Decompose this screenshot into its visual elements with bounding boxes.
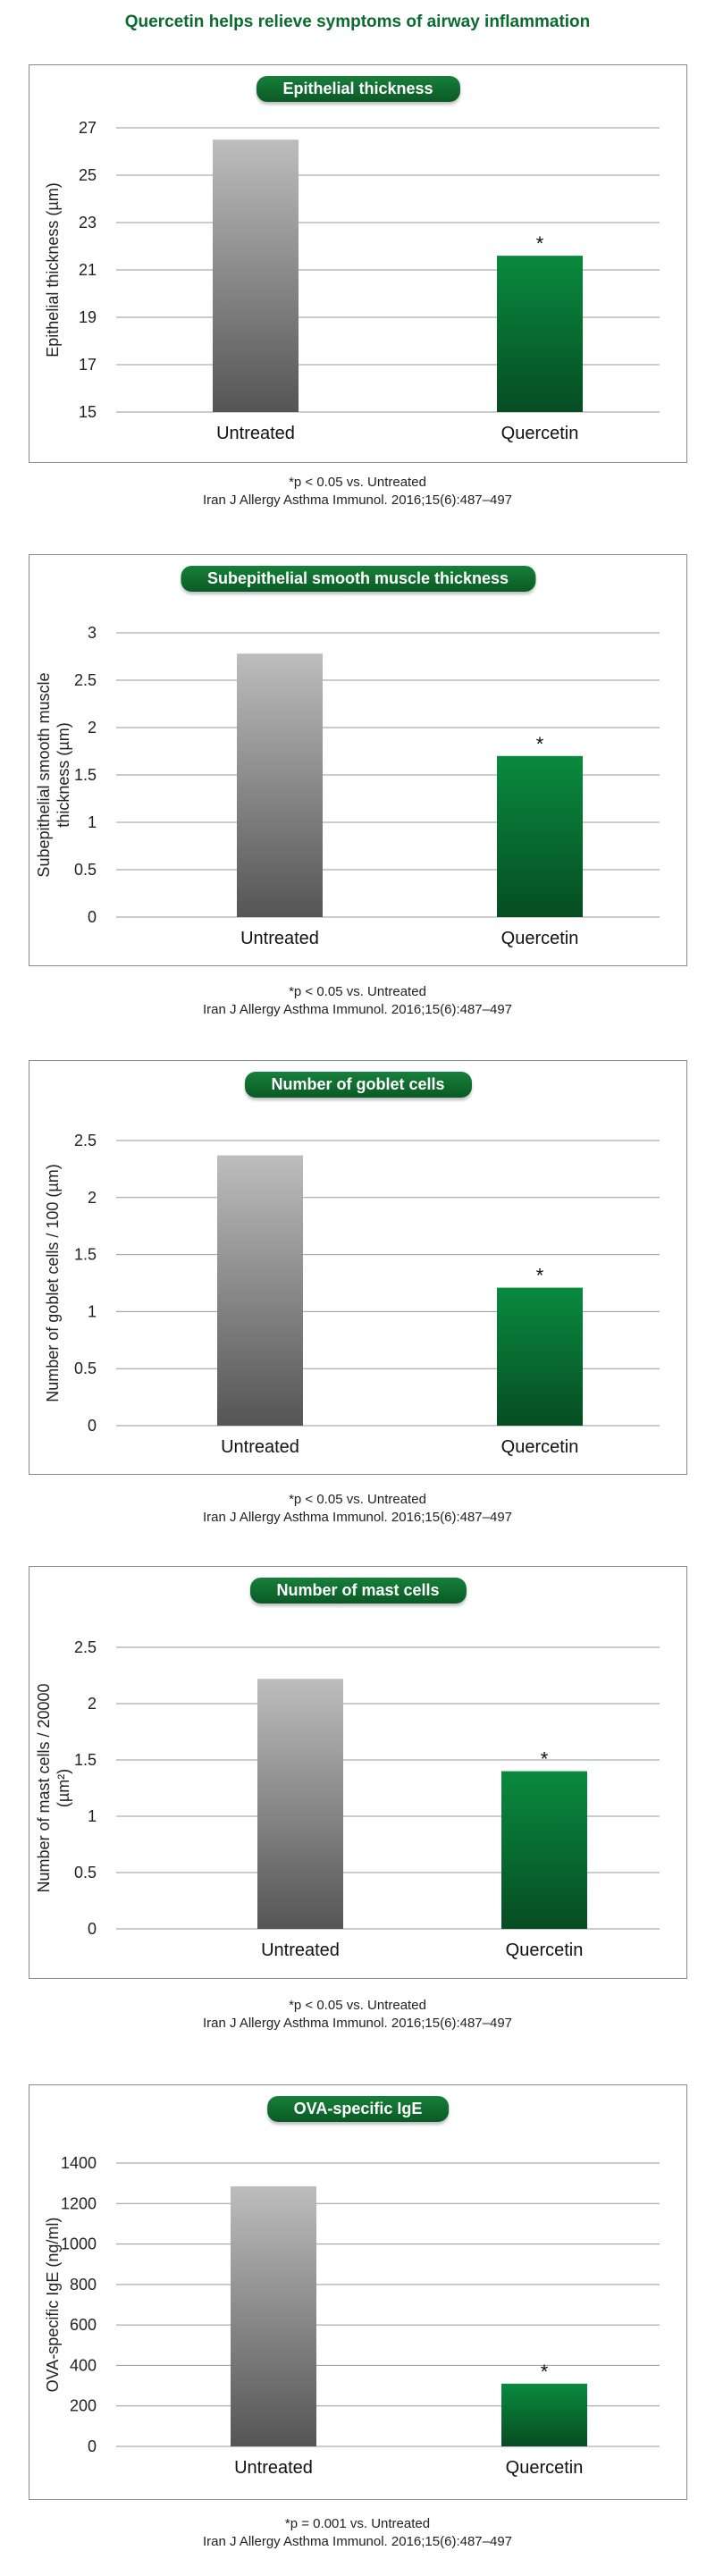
bar-quercetin bbox=[501, 2384, 587, 2446]
significance-marker: * bbox=[535, 232, 544, 256]
citation: Iran J Allergy Asthma Immunol. 2016;15(6):487–497 bbox=[202, 492, 513, 508]
bar-untreated bbox=[237, 653, 323, 917]
y-tick-label: 0 bbox=[87, 2437, 97, 2455]
y-tick-label: 1.5 bbox=[73, 1751, 97, 1769]
chart-panel bbox=[29, 554, 687, 966]
x-category-label: Quercetin bbox=[500, 424, 579, 443]
bar-quercetin bbox=[497, 756, 583, 917]
y-tick-label: 800 bbox=[69, 2275, 97, 2294]
significance-marker: * bbox=[535, 732, 544, 755]
y-tick-label: 2.5 bbox=[73, 1638, 97, 1656]
y-axis-label: Epithelial thickness (µm) bbox=[44, 182, 62, 358]
y-tick-label: 2 bbox=[87, 719, 97, 737]
y-tick-label: 0.5 bbox=[73, 1360, 97, 1378]
significance-marker: * bbox=[540, 1747, 549, 1771]
x-category-label: Quercetin bbox=[505, 2458, 584, 2478]
y-axis-label: Number of goblet cells / 100 (µm) bbox=[44, 1164, 62, 1402]
chart-title: Epithelial thickness bbox=[256, 76, 459, 102]
y-tick-label: 1.5 bbox=[73, 766, 97, 784]
y-tick-label: 600 bbox=[69, 2316, 97, 2335]
chart-footnote bbox=[0, 983, 715, 1019]
bar-chart bbox=[29, 65, 688, 464]
significance-note: *p < 0.05 vs. Untreated bbox=[289, 1492, 426, 1507]
y-axis-label: OVA-specific IgE (ng/ml) bbox=[44, 2217, 62, 2393]
citation: Iran J Allergy Asthma Immunol. 2016;15(6):487–497 bbox=[202, 1002, 513, 1017]
x-category-label: Untreated bbox=[216, 424, 295, 443]
citation: Iran J Allergy Asthma Immunol. 2016;15(6):487–497 bbox=[202, 2016, 513, 2031]
x-category-label: Quercetin bbox=[505, 1940, 584, 1960]
significance-note: *p < 0.05 vs. Untreated bbox=[289, 475, 426, 490]
y-tick-label: 19 bbox=[78, 308, 97, 326]
significance-marker: * bbox=[540, 2360, 549, 2383]
y-tick-label: 1 bbox=[87, 1807, 97, 1825]
x-category-label: Untreated bbox=[221, 1437, 299, 1457]
y-tick-label: 0 bbox=[87, 1417, 97, 1435]
y-tick-label: 23 bbox=[78, 214, 97, 232]
y-tick-label: 2.5 bbox=[73, 1132, 97, 1149]
y-tick-label: 3 bbox=[87, 624, 97, 642]
chart-panel bbox=[29, 1060, 687, 1475]
bar-chart bbox=[29, 555, 688, 967]
bar-chart bbox=[29, 1567, 688, 1980]
x-category-label: Quercetin bbox=[500, 1437, 579, 1457]
chart-title: Subepithelial smooth muscle thickness bbox=[181, 566, 535, 592]
y-tick-label: 25 bbox=[78, 166, 97, 184]
bar-chart bbox=[29, 1061, 688, 1476]
y-tick-label: 2 bbox=[87, 1188, 97, 1207]
x-category-label: Untreated bbox=[234, 2458, 313, 2478]
y-axis-label: Subepithelial smooth muscle thickness (µm) bbox=[35, 672, 72, 878]
chart-footnote bbox=[0, 1491, 715, 1527]
y-tick-label: 0 bbox=[87, 1920, 97, 1938]
chart-title: Number of goblet cells bbox=[244, 1072, 471, 1098]
x-category-label: Quercetin bbox=[500, 929, 579, 948]
bar-untreated bbox=[257, 1679, 343, 1929]
significance-note: *p = 0.001 vs. Untreated bbox=[284, 2516, 431, 2531]
x-category-label: Untreated bbox=[240, 929, 319, 948]
y-tick-label: 0.5 bbox=[73, 1864, 97, 1881]
y-tick-label: 400 bbox=[69, 2356, 97, 2375]
x-category-label: Untreated bbox=[261, 1940, 340, 1960]
y-tick-label: 200 bbox=[69, 2396, 97, 2415]
chart-panel bbox=[29, 2084, 687, 2500]
chart-footnote bbox=[0, 474, 715, 509]
y-tick-label: 15 bbox=[78, 403, 97, 421]
chart-footnote bbox=[0, 1997, 715, 2033]
y-tick-label: 1 bbox=[87, 813, 97, 831]
y-tick-label: 1.5 bbox=[73, 1245, 97, 1264]
y-tick-label: 2.5 bbox=[73, 671, 97, 689]
y-axis-label: Number of mast cells / 20000 (µm²) bbox=[35, 1683, 72, 1893]
bar-untreated bbox=[213, 139, 299, 412]
y-tick-label: 21 bbox=[78, 261, 97, 279]
bar-chart bbox=[29, 2085, 688, 2501]
chart-title: Number of mast cells bbox=[249, 1578, 466, 1604]
y-tick-label: 2 bbox=[87, 1695, 97, 1713]
bar-untreated bbox=[231, 2186, 316, 2446]
chart-title: OVA-specific IgE bbox=[267, 2096, 450, 2122]
page-title: Quercetin helps relieve symptoms of airway inflammation bbox=[124, 13, 591, 31]
chart-footnote bbox=[0, 2515, 715, 2551]
y-tick-label: 1000 bbox=[60, 2235, 97, 2253]
y-tick-label: 17 bbox=[78, 356, 97, 374]
significance-note: *p < 0.05 vs. Untreated bbox=[289, 984, 426, 999]
significance-marker: * bbox=[535, 1264, 544, 1287]
bar-quercetin bbox=[501, 1772, 587, 1929]
y-tick-label: 1200 bbox=[60, 2194, 97, 2213]
citation: Iran J Allergy Asthma Immunol. 2016;15(6):487–497 bbox=[202, 2534, 513, 2549]
y-tick-label: 1 bbox=[87, 1302, 97, 1321]
bar-quercetin bbox=[497, 1288, 583, 1426]
chart-panel bbox=[29, 1566, 687, 1979]
y-tick-label: 1400 bbox=[60, 2154, 97, 2172]
significance-note: *p < 0.05 vs. Untreated bbox=[289, 1998, 426, 2013]
bar-quercetin bbox=[497, 256, 583, 412]
y-tick-label: 0 bbox=[87, 908, 97, 926]
chart-panel bbox=[29, 64, 687, 463]
bar-untreated bbox=[217, 1156, 303, 1426]
citation: Iran J Allergy Asthma Immunol. 2016;15(6):487–497 bbox=[202, 1510, 513, 1525]
y-tick-label: 0.5 bbox=[73, 861, 97, 879]
y-tick-label: 27 bbox=[78, 119, 97, 137]
